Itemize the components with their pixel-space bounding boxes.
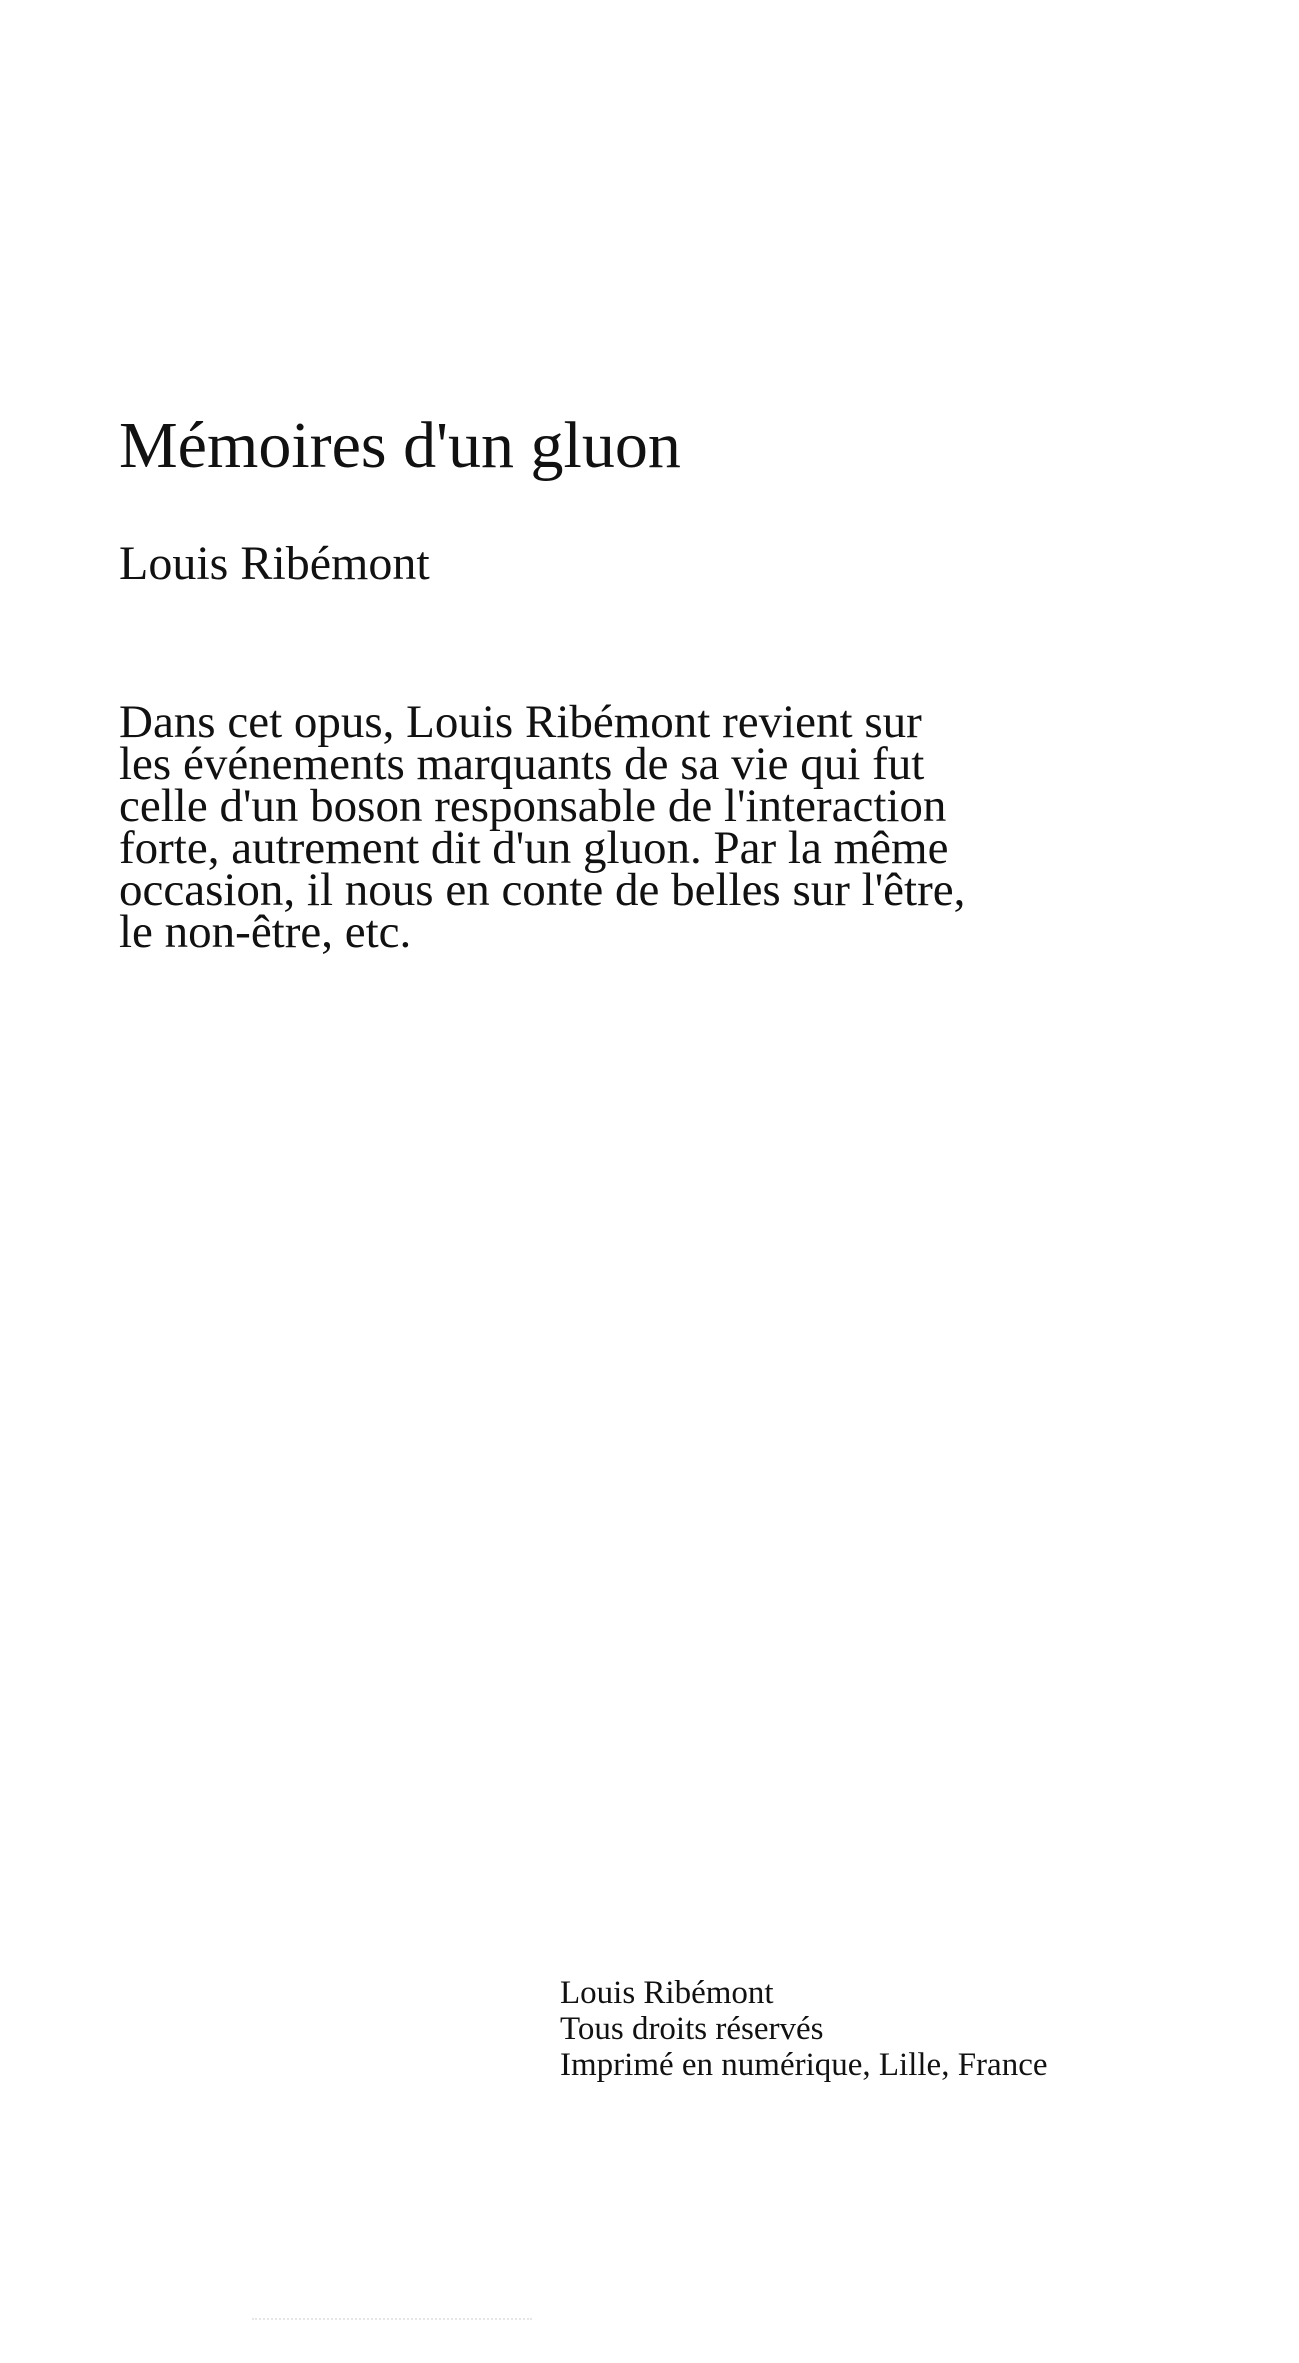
book-title: Mémoires d'un gluon: [119, 409, 681, 482]
book-author: Louis Ribémont: [119, 537, 430, 590]
colophon-rights: Tous droits réservés: [560, 2011, 824, 2047]
colophon-printed: Imprimé en numérique, Lille, France: [560, 2047, 1048, 2083]
faint-divider: [252, 2318, 532, 2320]
book-summary: Dans cet opus, Louis Ribémont revient sur les événements marquants de sa vie qui fut celle d'un boson responsable de l'interaction forte, autrement dit d'un gluon. Par la même occasion, il nous en conte de belles sur l'être, le non-être, etc.: [119, 696, 966, 958]
colophon: [560, 1975, 1048, 2083]
colophon-author: Louis Ribémont: [560, 1975, 774, 2011]
